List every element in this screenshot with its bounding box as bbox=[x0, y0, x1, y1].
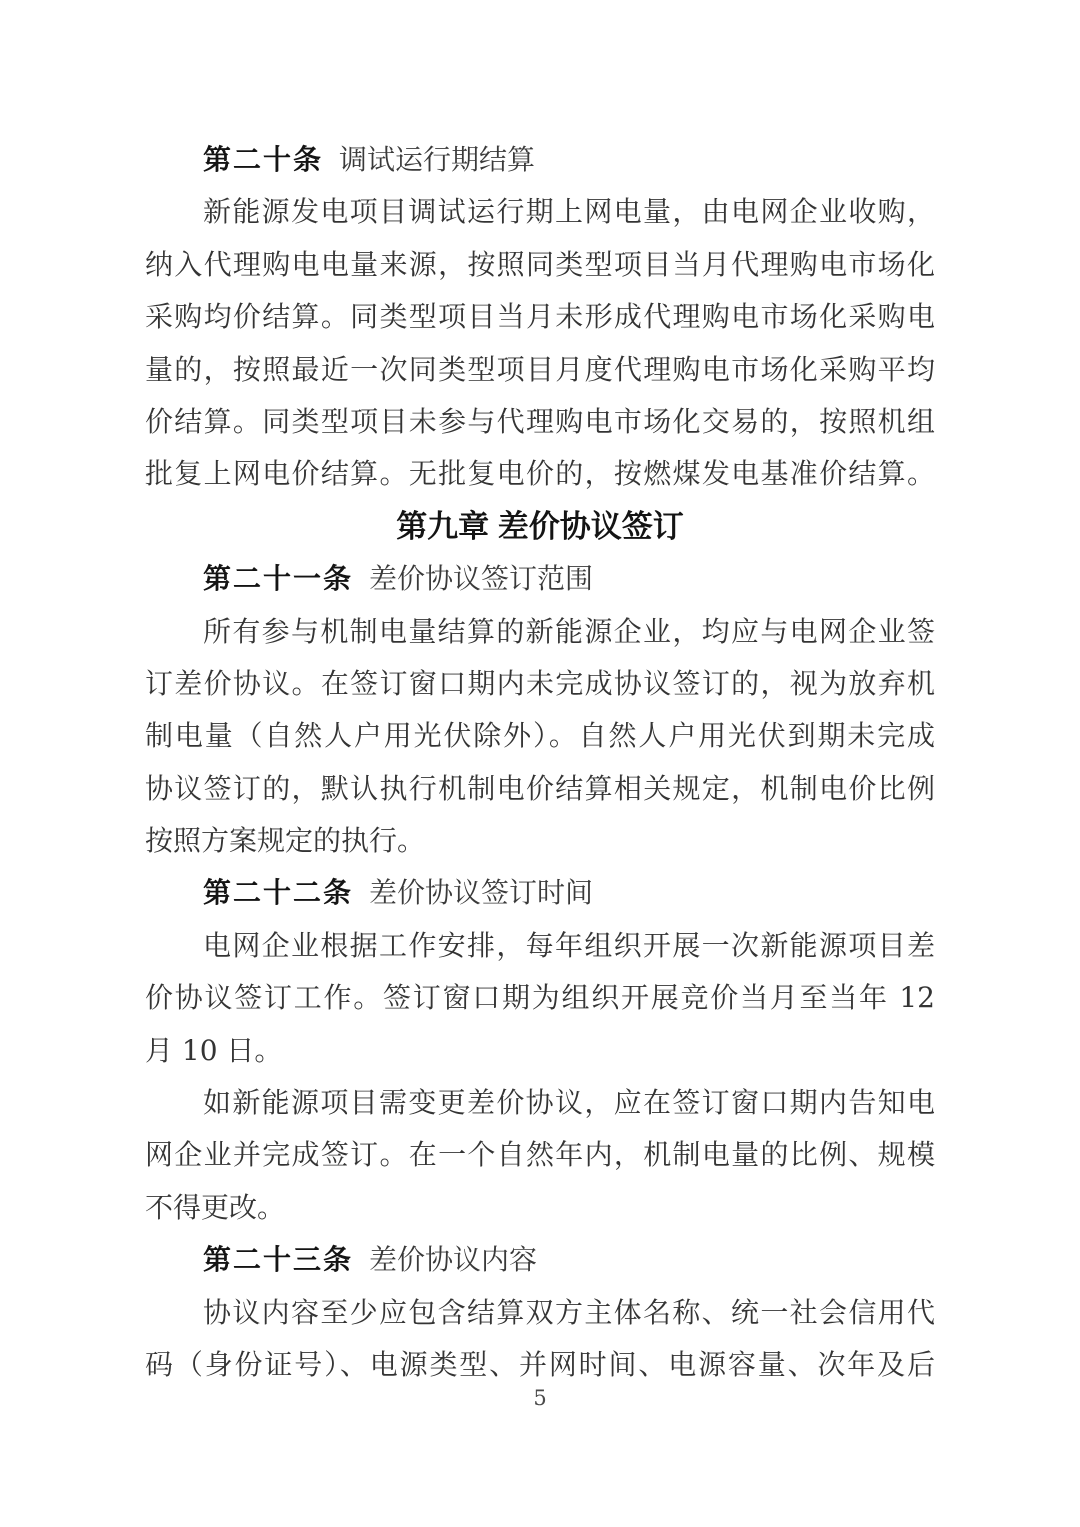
chapter-heading: 第九章 差价协议签订 bbox=[396, 508, 684, 544]
article-title: 差价协议签订时间 bbox=[369, 876, 594, 910]
text-line: 网企业并完成签订。在一个自然年内，机制电量的比例、规模 bbox=[145, 1138, 935, 1172]
article-title: 调试运行期结算 bbox=[339, 143, 536, 176]
text-line: 量的，按照最近一次同类型项目月度代理购电市场化采购平均 bbox=[145, 352, 935, 386]
article-number: 第二十条 bbox=[203, 144, 324, 175]
article-number: 第二十二条 bbox=[203, 877, 354, 909]
article-heading-22 bbox=[145, 867, 935, 919]
text-line: 制电量（自然人户用光伏除外）。自然人户用光伏到期未完成 bbox=[145, 719, 935, 753]
text-line: 价结算。同类型项目未参与代理购电市场化交易的，按照机组 bbox=[145, 404, 935, 438]
text-line: 如新能源项目需变更差价协议，应在签订窗口期内告知电 bbox=[203, 1086, 935, 1120]
text-line: 订差价协议。在签订窗口期内未完成协议签订的，视为放弃机 bbox=[145, 666, 935, 700]
text-line: 所有参与机制电量结算的新能源企业，均应与电网企业签 bbox=[203, 614, 935, 648]
text-line: 价协议签订工作。签订窗口期为组织开展竞价当月至当年 12 bbox=[145, 981, 935, 1015]
text-line: 电网企业根据工作安排，每年组织开展一次新能源项目差 bbox=[203, 928, 935, 962]
article-number: 第二十一条 bbox=[203, 563, 354, 595]
text-line: 纳入代理购电电量来源，按照同类型项目当月代理购电市场化 bbox=[145, 247, 935, 281]
article-heading-21 bbox=[145, 553, 935, 605]
article-heading-20 bbox=[145, 134, 935, 186]
document-content bbox=[145, 134, 935, 1391]
text-line: 协议内容至少应包含结算双方主体名称、统一社会信用代 bbox=[203, 1295, 935, 1329]
text-line: 批复上网电价结算。无批复电价的，按燃煤发电基准价结算。 bbox=[145, 457, 935, 491]
article-heading-23 bbox=[145, 1234, 935, 1286]
text-line: 协议签订的，默认执行机制电价结算相关规定，机制电价比例 bbox=[145, 771, 935, 805]
article-title: 差价协议内容 bbox=[369, 1243, 538, 1277]
text-line: 采购均价结算。同类型项目当月未形成代理购电市场化采购电 bbox=[145, 300, 935, 334]
page-number: 5 bbox=[533, 1386, 547, 1410]
text-line: 新能源发电项目调试运行期上网电量，由电网企业收购， bbox=[203, 195, 935, 229]
text-line: 按照方案规定的执行。 bbox=[145, 824, 426, 858]
text-line: 不得更改。 bbox=[145, 1190, 286, 1224]
article-title: 差价协议签订范围 bbox=[369, 562, 594, 596]
text-line: 月 10 日。 bbox=[145, 1033, 283, 1067]
article-number: 第二十三条 bbox=[203, 1244, 354, 1276]
text-line: 码（身份证号）、电源类型、并网时间、电源容量、次年及后 bbox=[145, 1347, 935, 1381]
